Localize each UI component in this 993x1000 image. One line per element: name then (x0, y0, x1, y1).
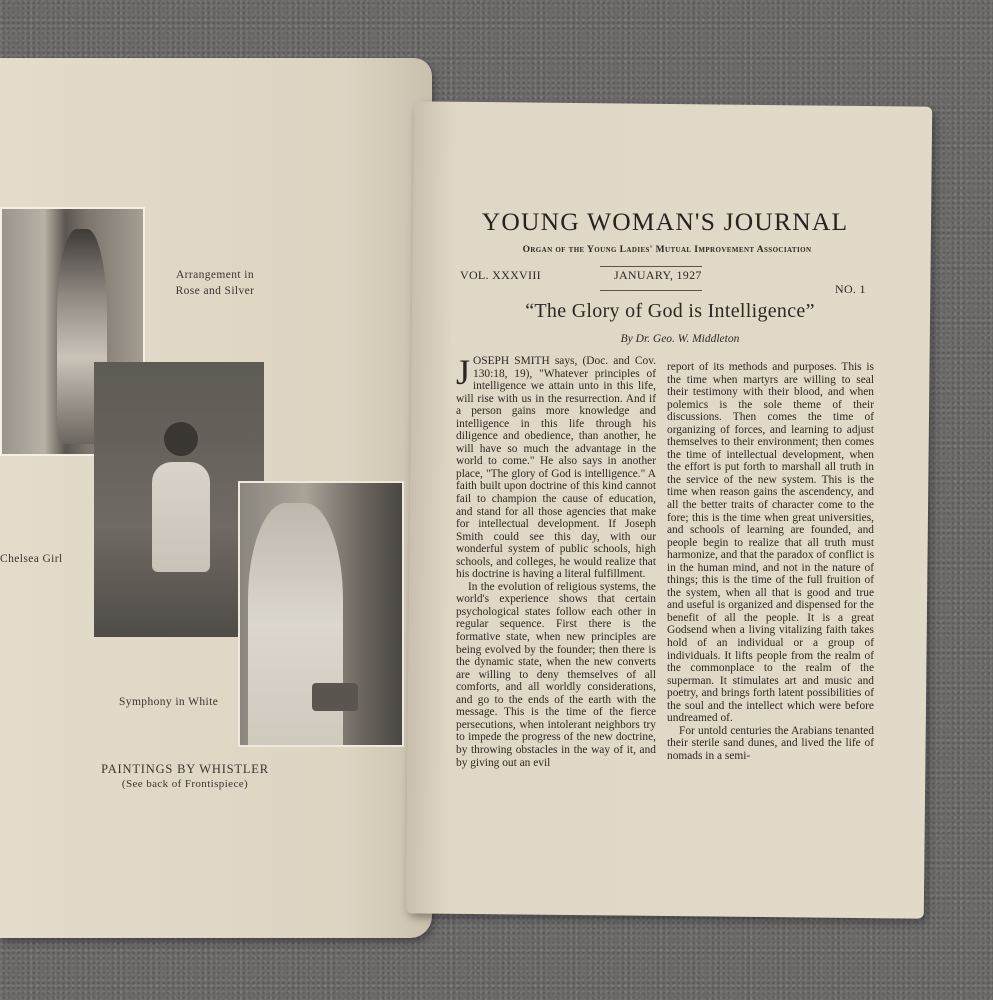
article-column-2 (667, 361, 874, 763)
caption-see-back: (See back of Frontispiece) (121, 778, 249, 790)
article-column-1 (456, 352, 656, 769)
caption-arrangement: Arrangement in Rose and Silver (175, 269, 255, 297)
drop-cap: J (456, 352, 471, 392)
date-rule-bottom (600, 290, 702, 291)
article-byline: By Dr. Geo. W. Middleton (620, 333, 740, 345)
caption-paintings-by-whistler: PAINTINGS BY WHISTLER (101, 762, 269, 776)
paragraph: report of its methods and purposes. This is the time when martyrs are willing to seal their testimony with their blood, and when polemics is the sole theme of their discussions. Then comes the time of organizing of forces, and learning to adjust themselves to their environment; then comes the time of intellectual development, when the effort is put forth to marshall all truth in the service of the new system. This is the time when reason gains the ascendency, and all the better traits of character come to the fore; this is the time when great universities, and schools of learning are founded, and people begin to realize that all truth must harmonize, and that the paradox of conflict is in the human mind, and not in the nature of things; this is the time of the full fruition of the system, when all that is good and true and useful is organized and dispensed for the benefit of all the people. It is a great Godsend when a living vitalizing faith takes hold of an individual or a group of individuals. It lifts people from the realm of the commonplace to the realm of the superman. It stimulates art and music and poetry, and brings forth latent possibilities of the soul and the intellect which were before undreamed of. (667, 361, 874, 725)
caption-chelsea-girl: Chelsea Girl (0, 553, 63, 565)
paragraph: For untold centuries the Arabians tenanted their sterile sand dunes, and lived the life of nomads in a semi- (667, 724, 874, 762)
date-rule-top (600, 266, 702, 267)
organ-subtitle: Organ of the Young Ladies' Mutual Improvement Association (522, 245, 812, 255)
paragraph: In the evolution of religious systems, the world's experience shows that certain psychological states follow each other in regular sequence. First there is the formative state, when new principles are being evolved by the founder; then there is the dynamic state, when the new converts are willing to deny themselves of all comforts, and all worldly considerations, and go to the ends of the earth with the message. This is the time of the fierce persecutions, when intolerant neighbors try to impede the progress of the new doctrine, by throwing obstacles in the way of it, and by giving out an evil (456, 580, 656, 769)
article-title: “The Glory of God is Intelligence” (525, 300, 815, 322)
caption-symphony-in-white: Symphony in White (119, 696, 219, 708)
painting-symphony-in-white (238, 481, 404, 747)
issue-date: JANUARY, 1927 (614, 268, 702, 282)
paragraph: JOSEPH SMITH says, (Doc. and Cov. 130:18, 19), "Whatever principles of intelligence we attain unto in this life, will rise with us in the resurrection. And if a person gains more knowledge and intelligence in this life through his diligence and obedience, than another, he will have so much the advantage in the world to come." He also says in another place, "The glory of God is intelligence." A faith built upon doctrine of this kind cannot fail to champion the cause of education, and stand for all those agencies that make for intellectual development. If Joseph Smith could see this day, with our wonderful system of public schools, high schools, and colleges, he would realize that his doctrine is having a literal fulfillment. (456, 352, 656, 581)
journal-masthead: YOUNG WOMAN'S JOURNAL (481, 207, 849, 236)
volume-number: VOL. XXXVIII (460, 268, 541, 282)
issue-number: NO. 1 (835, 282, 866, 296)
